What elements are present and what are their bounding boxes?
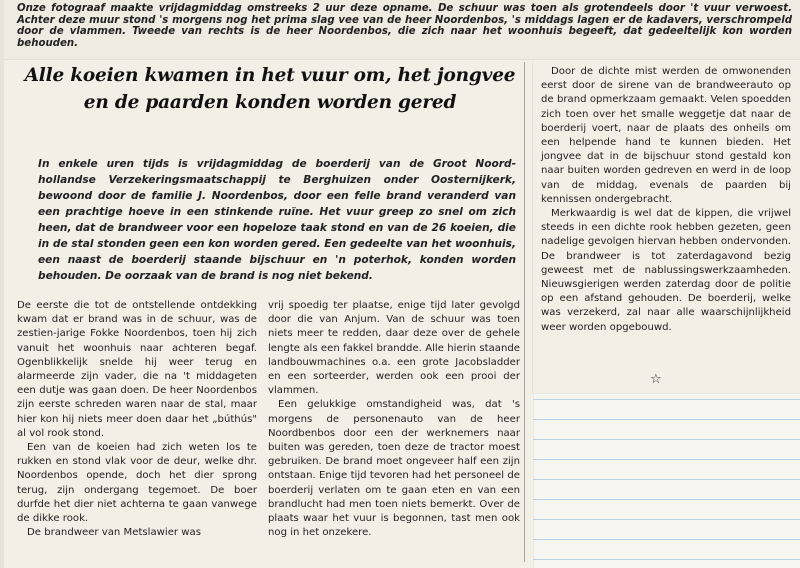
column-1-paragraph: De eerste die tot de ontstellende ontdekking kwam dat er brand was in de schuur, was de zestien-jarige Fokke Noordenbos, toen hij zich vanuit het woonhuis naar achteren begaf. Ogenblikkelijk snelde hij weer terug en alarmeerde zijn vader, die na 't middageten een dutje was gaan doen. De heer Noordenbos zijn eerste schreden waren naar de stal, maar hier kon hij niets meer doen daar het „búthús" al vol rook stond. (17, 300, 257, 439)
article-headline: Alle koeien kwamen in het vuur om, het jongvee en de paarden konden worden gered (24, 65, 516, 113)
column-1-paragraph: Een van de koeien had zich weten los te rukken en stond vlak voor de deur, welke dhr. Noordenbos opende, doch het dier sprong terug, zijn ondergang tegemoet. De boer durfde het dier niet achterna te gaan vanwege de dikke rook. (17, 442, 257, 525)
column-3-paragraph: Merkwaardig is wel dat de kippen, die vrijwel steeds in een dichte rook hebben gezeten, geen nadelige gevolgen hiervan hebben ondervonden. De brandweer is tot zaterdagavond bezig geweest met de nablussingswerkzaamheden. Nieuwsgierigen werden zaterdag door de politie op een afstand gehouden. De boerderij, welke was verzekerd, zal naar alle waarschijnlijkheid weer worden opgebouwd. (541, 208, 791, 333)
end-mark-star-icon: ☆ (650, 372, 662, 387)
article-column-2 (268, 299, 520, 540)
column-2-paragraph: Een gelukkige omstandigheid was, dat 's morgens de personenauto van de heer Noordbenbos door een der werknemers naar buiten was gereden, toen deze de tractor moest gebruiken. De brand moet ongeveer half een zijn ontstaan. Enige tijd tevoren had het personeel de boerderij verlaten om te gaan eten en van een brandlucht had men toen niets bemerkt. Over de plaats waar het vuur is begonnen, tast men ook nog in het onzekere. (268, 399, 520, 539)
paper-edge (0, 0, 4, 568)
article-lead-paragraph: In enkele uren tijds is vrijdagmiddag de boerderij van de Groot Noord-hollandse Verzekeringsmaatschappij te Berghuizen onder Oosternijkerk, bewoond door de familie J. Noordenbos, door een felle brand veranderd van een prachtige hoeve in een stinkende ruïne. Het vuur greep zo snel om zich heen, dat de brandweer voor een hopeloze taak stond en van de 26 koeien, die in de stal stonden geen een kon worden gered. Een gedeelte van het woonhuis, een naast de boerderij staande bijschuur en 'n poterhok, konden worden behouden. De oorzaak van de brand is nog niet bekend. (38, 158, 516, 282)
article-column-1 (17, 299, 257, 540)
column-1-paragraph: De brandweer van Metslawier was (27, 527, 201, 539)
column-2-paragraph: vrij spoedig ter plaatse, enige tijd later gevolgd door die van Anjum. Van de schuur was toen niets meer te redden, daar deze over de gehele lengte als een fakkel brandde. Alle hierin staande landbouwmachines o.a. een grote Jacobsladder en een sorteerder, werden ook een prooi der vlammen. (268, 300, 520, 397)
photo-caption: Onze fotograaf maakte vrijdagmiddag omstreeks 2 uur deze opname. De schuur was toen als grotendeels door 't vuur verwoest. Achter deze muur stond 's morgens nog het prima slag vee van de heer Noordenbos, 's middags lagen er de kadavers, verschrompeld door de vlammen. Tweede van rechts is de heer Noordenbos, die zich naar het woonhuis begeeft, dat gedeeltelijk kon worden behouden. (17, 3, 792, 49)
column-3-paragraph: Door de dichte mist werden de omwonenden eerst door de sirene van de brandweerauto op de brand opmerkzaam gemaakt. Velen spoedden zich toen over het smalle weggetje dat naar de boerderij voert, naar de plaats des onheils om een helpende hand te kunnen bieden. Het jongvee dat in de bijschuur stond gestald kon naar buiten worden gedreven en werd in de loop van de middag, evenals de paarden bij kennissen ondergebracht. (541, 66, 791, 205)
article-column-3 (541, 65, 791, 335)
column-divider (524, 62, 525, 562)
